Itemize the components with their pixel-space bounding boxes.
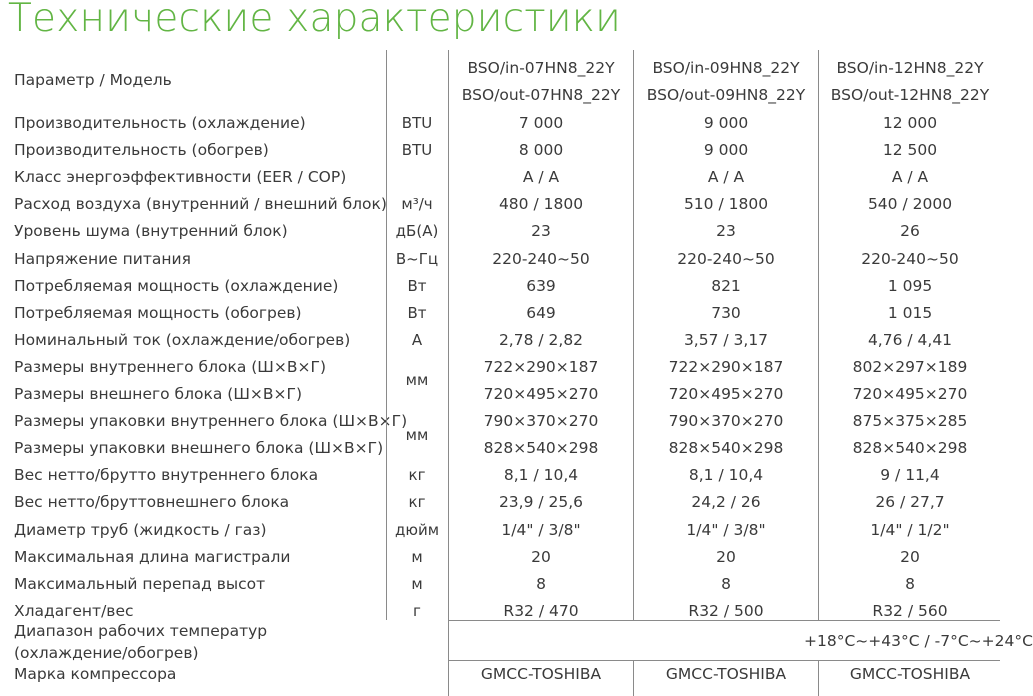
unit-label: кг: [408, 493, 426, 512]
param-label: Марка компрессора: [14, 665, 177, 683]
row-divider: [448, 660, 1000, 661]
column-divider: [448, 50, 449, 696]
spec-value: 828×540×298: [668, 439, 784, 458]
spec-value: A / A: [522, 168, 560, 187]
spec-value: 1/4" / 1/2": [870, 520, 950, 539]
spec-value: 20: [531, 547, 551, 566]
unit-label: мм: [405, 425, 429, 444]
spec-value: 20: [900, 547, 920, 566]
model-outdoor-name: BSO/out-12HN8_22Y: [830, 86, 990, 104]
spec-value: 24,2 / 26: [691, 493, 761, 512]
spec-value: 9 / 11,4: [880, 466, 940, 485]
param-label: Потребляемая мощность (охлаждение): [14, 276, 339, 295]
spec-value: 8: [905, 574, 915, 593]
param-label: Размеры упаковки внешнего блока (Ш×В×Г): [14, 439, 384, 458]
param-label: Класс энергоэффективности (EER / COP): [14, 168, 347, 187]
unit-label: м³/ч: [401, 195, 433, 214]
param-label: Хладагент/вес: [14, 601, 134, 620]
spec-value: R32 / 470: [503, 601, 579, 620]
spec-value: 649: [526, 303, 556, 322]
spec-value: 7 000: [518, 114, 564, 132]
param-label: Вес нетто/брутто внутреннего блока: [14, 466, 319, 485]
compressor-value: GMCC-TOSHIBA: [480, 665, 602, 683]
spec-value: 26: [900, 222, 920, 241]
unit-label: В~Гц: [395, 249, 439, 268]
spec-value: 8: [721, 574, 731, 593]
spec-value: 9 000: [703, 114, 749, 132]
spec-value: 1 015: [887, 303, 933, 322]
column-divider: [633, 50, 634, 620]
spec-value: 3,57 / 3,17: [683, 330, 769, 349]
spec-value: 23,9 / 25,6: [498, 493, 584, 512]
spec-value: 722×290×187: [483, 357, 599, 376]
param-label: Потребляемая мощность (обогрев): [14, 303, 302, 322]
param-label: Размеры упаковки внутреннего блока (Ш×В×Г): [14, 412, 408, 431]
spec-value: 828×540×298: [852, 439, 968, 458]
unit-label: BTU: [401, 141, 433, 160]
spec-value: 790×370×270: [668, 412, 784, 431]
spec-value: 8,1 / 10,4: [688, 466, 764, 485]
spec-value: 26 / 27,7: [875, 493, 945, 512]
spec-value: 220-240~50: [861, 249, 959, 268]
spec-value: 9 000: [703, 141, 749, 160]
page-title: Технические характеристики: [8, 0, 622, 41]
spec-value: R32 / 560: [872, 601, 948, 620]
unit-label: Вт: [407, 303, 427, 322]
spec-value: 639: [526, 276, 556, 295]
spec-value: 821: [711, 276, 741, 295]
model-outdoor-name: BSO/out-07HN8_22Y: [461, 86, 621, 104]
spec-value: 828×540×298: [483, 439, 599, 458]
spec-value: 720×495×270: [852, 385, 968, 403]
model-indoor-name: BSO/in-07HN8_22Y: [467, 59, 615, 77]
param-label: Диапазон рабочих температур: [14, 622, 268, 640]
spec-value: 1 095: [887, 276, 933, 295]
param-label: Уровень шума (внутренний блок): [14, 222, 288, 241]
spec-value: 8 000: [518, 141, 564, 160]
spec-value: 720×495×270: [668, 385, 784, 403]
column-divider: [818, 660, 819, 696]
spec-value: 2,78 / 2,82: [498, 330, 584, 349]
spec-value: 4,76 / 4,41: [867, 330, 953, 349]
spec-value: 510 / 1800: [683, 195, 769, 214]
spec-value: 8,1 / 10,4: [503, 466, 579, 485]
spec-value: 722×290×187: [668, 357, 784, 376]
unit-label: м: [411, 574, 423, 593]
spec-value: 720×495×270: [483, 385, 599, 403]
column-divider: [818, 50, 819, 620]
spec-value: 802×297×189: [852, 357, 968, 376]
param-label: Напряжение питания: [14, 249, 191, 268]
param-label: Вес нетто/бруттовнешнего блока: [14, 493, 290, 512]
spec-value: 12 000: [882, 114, 938, 132]
spec-value: 20: [716, 547, 736, 566]
unit-label: кг: [408, 466, 426, 485]
spec-value: 480 / 1800: [498, 195, 584, 214]
unit-label: дюйм: [394, 520, 440, 539]
unit-label: м: [411, 547, 423, 566]
spec-value: 1/4" / 3/8": [686, 520, 766, 539]
column-divider: [633, 660, 634, 696]
model-indoor-name: BSO/in-09HN8_22Y: [652, 59, 800, 77]
spec-value: 540 / 2000: [867, 195, 953, 214]
compressor-value: GMCC-TOSHIBA: [665, 665, 787, 683]
unit-label: г: [413, 601, 421, 620]
param-label: Производительность (обогрев): [14, 141, 269, 160]
unit-label: А: [411, 330, 423, 349]
unit-label: BTU: [401, 114, 433, 132]
spec-value: 730: [711, 303, 741, 322]
model-indoor-name: BSO/in-12HN8_22Y: [836, 59, 984, 77]
param-label: Диаметр труб (жидкость / газ): [14, 520, 267, 539]
param-label: Номинальный ток (охлаждение/обогрев): [14, 330, 351, 349]
unit-label: мм: [405, 371, 429, 390]
spec-value: 220-240~50: [677, 249, 775, 268]
unit-label: Вт: [407, 276, 427, 295]
param-label: (охлаждение/обогрев): [14, 644, 199, 662]
spec-value: 8: [536, 574, 546, 593]
spec-value: 220-240~50: [492, 249, 590, 268]
header-param-label: Параметр / Модель: [14, 71, 172, 89]
unit-label: дБ(А): [395, 222, 439, 241]
param-label: Максимальный перепад высот: [14, 574, 266, 593]
spec-value: A / A: [707, 168, 745, 187]
param-label: Максимальная длина магистрали: [14, 547, 291, 566]
spec-value: 23: [716, 222, 736, 241]
row-divider: [448, 620, 1000, 621]
spec-value: 1/4" / 3/8": [501, 520, 581, 539]
spec-value: 12 500: [882, 141, 938, 160]
spec-value: A / A: [891, 168, 929, 187]
compressor-value: GMCC-TOSHIBA: [849, 665, 971, 683]
param-label: Размеры внешнего блока (Ш×В×Г): [14, 385, 302, 403]
spec-value: 23: [531, 222, 551, 241]
column-divider: [386, 50, 387, 620]
model-outdoor-name: BSO/out-09HN8_22Y: [646, 86, 806, 104]
param-label: Размеры внутреннего блока (Ш×В×Г): [14, 357, 326, 376]
temp-range-value: +18°С~+43°С / -7°С~+24°С: [804, 632, 1033, 650]
spec-value: 790×370×270: [483, 412, 599, 431]
param-label: Производительность (охлаждение): [14, 114, 306, 132]
spec-value: R32 / 500: [688, 601, 764, 620]
param-label: Расход воздуха (внутренний / внешний блок): [14, 195, 387, 214]
spec-value: 875×375×285: [852, 412, 968, 431]
